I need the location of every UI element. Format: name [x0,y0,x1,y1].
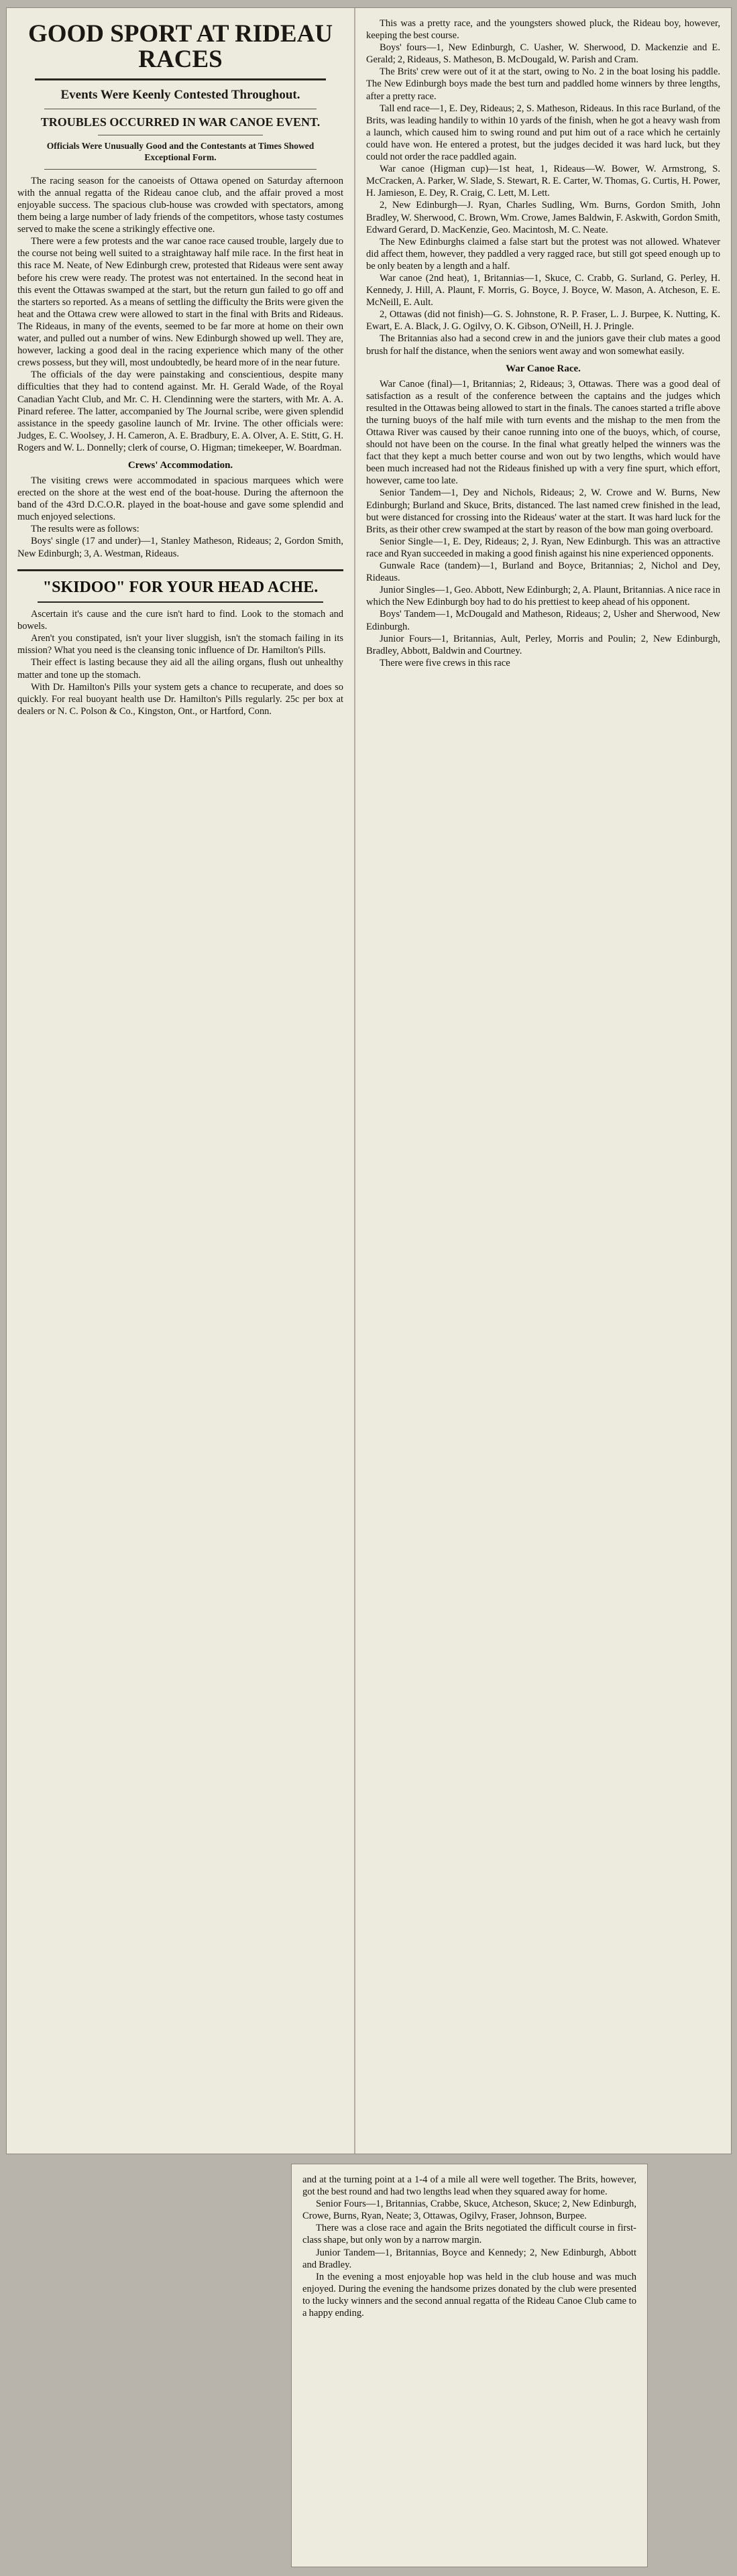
column-layout [7,8,731,2154]
body-paragraph: The officials of the day were painstaking and conscientious, despite many difficulties that they had to contend against. Mr. H. Gerald Wade, of the Royal Canadian Yacht Club, and Mr. C. H. Clendinning were the starters, with Mr. A. A. Pinard referee. The latter, accompanied by The Journal scribe, were given splendid assistance in the speedy gasoline launch of Mr. Irvine. The other officials were: Judges, E. C. Woolsey, J. H. Cameron, A. E. Bradbury, E. A. Olver, A. E. Stitt, G. H. Rogers and W. L. Donnelly; clerk of course, O. Higman; timekeeper, W. Boardman. [17,369,343,453]
body-paragraph: Senior Single—1, E. Dey, Rideaus; 2, J. Ryan, New Edinburgh. This was an attractive race and Ryan succeeded in making a good finish against his nine experienced opponents. [366,536,720,559]
body-paragraph: 2, Ottawas (did not finish)—G. S. Johnstone, R. P. Fraser, L. J. Burpee, K. Nutting, K. Ewart, E. A. Black, J. G. Ogilvy, O. K. Gibson, O'Neill, H. J. Pringle. [366,309,720,333]
body-paragraph: The results were as follows: [31,524,139,535]
divider [44,169,317,170]
body-paragraph: The Brits' crew were out of it at the start, owing to No. 2 in the boat losing his paddle. The New Edinburgh boys made the best turn and paddled home winners by three lengths, after a pretty race. [366,66,720,102]
body-paragraph: 2, New Edinburgh—J. Ryan, Charles Sudling, Wm. Burns, Gordon Smith, John Bradley, W. Sherwood, C. Brown, Wm. Crowe, James Baldwin, F. Askwith, Gordon Smith, Edward Gerard, D. MacKenzie, Geo. Macintosh, M. C. Neate. [366,200,720,235]
body-paragraph: The Britannias also had a second crew in and the juniors gave their club mates a good brush for half the distance, when the seniors went away and won somewhat easily. [366,333,720,357]
article-deck-3: Officials Were Unusually Good and the Contestants at Times Showed Exceptional Form. [46,140,315,163]
body-paragraph: Tall end race—1, E. Dey, Rideaus; 2, S. Matheson, Rideaus. In this race Burland, of the Brits, was leading handily to within 10 yards of the finish, when he got a heavy wash from a launch, which caused him to swing round and put him out of a race which he certainly could have won. He entered a protest, but the judges decided it was hard luck, but they could not order the race paddled again. [366,103,720,163]
right-column [355,8,731,2154]
ad-headline: "SKIDOO" FOR YOUR HEAD ACHE. [42,578,319,596]
section-subhead: Crews' Accommodation. [127,459,233,471]
body-paragraph: Boys' Tandem—1, McDougald and Matheson, Rideaus; 2, Usher and Sherwood, New Edinburgh. [366,609,720,632]
article-deck-2: TROUBLES OCCURRED IN WAR CANOE EVENT. [40,115,321,129]
advertisement [17,569,343,717]
body-paragraph: Senior Tandem—1, Dey and Nichols, Rideaus; 2, W. Crowe and W. Burns, New Edinburgh; Burland and Skuce, Brits, distanced. The last named crew finished in the lead, but were distanced for crossing into the Rideaus' water at the start. It was hard luck for the Brits, as their other crew swamped at the start by reason of the bow man going overboard. [366,487,720,535]
body-paragraph: War canoe (Higman cup)—1st heat, 1, Rideaus—W. Bower, W. Armstrong, S. McCracken, A. Parker, W. Slade, S. Stewart, R. E. Carter, W. Thomas, G. Curtis, H. Power, H. Jamieson, E. Dey, R. Craig, C. Lett, M. Lett. [366,164,720,199]
body-paragraph: In the evening a most enjoyable hop was held in the club house and was much enjoyed. During the evening the handsome prizes donated by the club were presented to the lucky winners and the second annual regatta of the Rideau Canoe Club came to a happy ending. [302,2271,636,2319]
article-clipping-continuation [292,2164,647,2567]
body-paragraph: Gunwale Race (tandem)—1, Burland and Boyce, Britannias; 2, Nichol and Dey, Rideaus. [366,561,720,584]
body-paragraph: Boys' single (17 and under)—1, Stanley Matheson, Rideaus; 2, Gordon Smith, New Edinburgh; 3, A. Westman, Rideaus. [17,536,343,559]
body-paragraph: War canoe (2nd heat), 1, Britannias—1, Skuce, C. Crabb, G. Surland, G. Perley, H. Kennedy, J. Hill, A. Plaunt, F. Morris, G. Boyce, J. Boyce, W. Mason, A. Atcheson, E. E. McNeill, E. Ault. [366,272,720,308]
body-paragraph: Junior Fours—1, Britannias, Ault, Perley, Morris and Poulin; 2, New Edinburgh, Bradley, Abbott, Baldwin and Courtney. [366,633,720,656]
article-deck-1: Events Were Keenly Contested Throughout. [60,88,300,103]
body-paragraph: This was a pretty race, and the youngsters showed pluck, the Rideau boy, however, keeping the best course. [366,18,720,42]
article-clipping-main [7,8,731,2154]
left-column [7,8,355,2154]
ad-paragraph: Their effect is lasting because they aid all the ailing organs, flush out unhealthy matter and tone up the stomach. [17,657,343,681]
body-paragraph: The visiting crews were accommodated in spacious marquees which were erected on the shore at the west end of the boat-house. During the afternoon the band of the 43rd D.C.O.R. played in the boat-house and gave some splendid and much enjoyed selections. [17,475,343,523]
continuation-column [292,2164,647,2326]
body-paragraph: The racing season for the canoeists of Ottawa opened on Saturday afternoon with the annual regatta of the Rideau canoe club, and the affair proved a most enjoyable success. The spacious club-house was crowded with spectators, among them being a large number of lady friends of the competitors, whose tasty costumes served to make the scene a strikingly effective one. [17,175,343,235]
ad-paragraph: Aren't you constipated, isn't your liver sluggish, isn't the stomach failing in its mission? What you need is the cleansing tonic influence of Dr. Hamilton's Pills. [17,633,343,656]
body-paragraph: The New Edinburghs claimed a false start but the protest was not allowed. Whatever did affect them, however, they paddled a very ragged race, but still got speed enough up to be only beaten by a length and a half. [366,236,720,272]
body-paragraph: There were a few protests and the war canoe race caused trouble, largely due to the course not being well suited to a straightaway half mile race. In the first heat in this race M. Neate, of New Edinburgh crew, protested that Rideaus were sent away before his crew were ready. The protest was not entertained. In the second heat in this event the Ottawas swamped at the start, but the return gun failed to go off and the starters so reported. As a means of settling the difficulty the Brits were given the heat and the Ottawa crew were allowed to start in the final with Brits and Rideaus. The Rideaus, in many of the events, seemed to be far more at home on their own water, and pulled out a number of wins. New Edinburgh showed up well. They are, however, lacking a good deal in the racing experience which many of the other crews possess, but they will, most undoubtedly, be heard more of in the near future. [17,236,343,369]
section-subhead: War Canoe Race. [506,363,581,374]
divider [35,78,326,80]
body-paragraph: Boys' fours—1, New Edinburgh, C. Uasher, W. Sherwood, D. Mackenzie and E. Gerald; 2, Rideaus, S. Matheson, B. McDougald, W. Parish and Cram. [366,42,720,66]
ad-paragraph: With Dr. Hamilton's Pills your system gets a chance to recuperate, and does so quickly. For real buoyant health use Dr. Hamilton's Pills regularly. 25c per box at dealers or N. C. Polson & Co., Kingston, Ont., or Hartford, Conn. [17,681,343,717]
body-paragraph: Junior Singles—1, Geo. Abbott, New Edinburgh; 2, A. Plaunt, Britannias. A nice race in which the New Edinburgh boy had to do his prettiest to keep ahead of his opponent. [366,585,721,608]
divider [38,601,323,603]
body-paragraph: Senior Fours—1, Britannias, Crabbe, Skuce, Atcheson, Skuce; 2, New Edinburgh, Crowe, Burns, Ryan, Neate; 3, Ottawas, Ogilvy, Fraser, Johnson, Burpee. [302,2199,636,2222]
body-paragraph: War Canoe (final)—1, Britannias; 2, Rideaus; 3, Ottawas. There was a good deal of satisfaction as a result of the conference between the captains and the judges which resulted in the Ottawas being allowed to start in the finals. The canoes started a trifle above the turning buoys of the half mile with turn events and the mishap to the men from the Ottawa River was caused by their canoe running into one of the buoys, which, of course, should not have been on the course. In the final what greatly helped the winners was the fact that they kept a much better course and won out by two lengths, which would have been much increased had not the Rideaus finished up with a very fine spurt, which effort, however, came too late. [366,378,720,487]
ad-paragraph: Ascertain it's cause and the cure isn't hard to find. Look to the stomach and bowels. [17,608,343,632]
body-paragraph: and at the turning point at a 1-4 of a mile all were well together. The Brits, however, got the best round and had two lengths lead when they squared away for home. [302,2174,636,2198]
body-paragraph: Junior Tandem—1, Britannias, Boyce and Kennedy; 2, New Edinburgh, Abbott and Bradley. [302,2247,636,2270]
page-title: GOOD SPORT AT RIDEAU RACES [27,20,333,73]
body-paragraph: There was a close race and again the Brits negotiated the difficult course in first-class shape, but only won by a narrow margin. [302,2223,636,2246]
body-paragraph: There were five crews in this race [380,657,510,668]
